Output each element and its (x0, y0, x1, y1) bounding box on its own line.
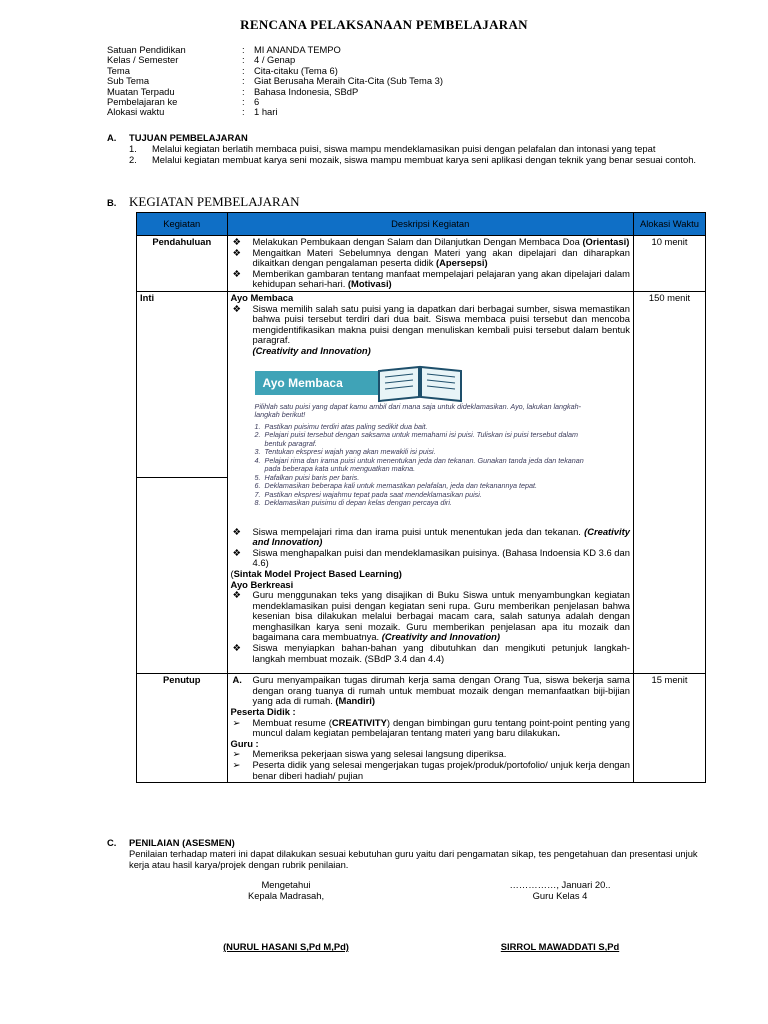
list-item-text: Membuat resume (CREATIVITY) dengan bimbingan guru tentang point-point penting yang muncul dalam kegiatan pembelajaran tentang materi yang baru dilakukan. (252, 716, 630, 739)
identity-value: MI ANANDA TEMPO (254, 44, 341, 55)
ayo-step-number: 1. (254, 421, 261, 431)
section-c-letter: C. (107, 837, 117, 848)
diamond-bullet-icon: ❖ (232, 246, 241, 258)
inti-name-divider (137, 477, 227, 478)
diamond-bullet-icon: ❖ (232, 589, 241, 601)
list-item (231, 675, 630, 707)
ayo-membaca-text (255, 403, 600, 508)
identity-label: Tema (107, 64, 130, 76)
objective-item (129, 144, 715, 155)
objective-number: 1. (129, 143, 137, 154)
ayo-membaca-heading: Ayo Membaca (230, 291, 294, 303)
item-tag: (Orientasi) (582, 236, 630, 247)
arrow-outline-bullet-icon: ➢ (232, 748, 241, 760)
identity-value: Bahasa Indonesia, SBdP (254, 85, 359, 97)
section-c-title: PENILAIAN (ASESMEN) (129, 837, 235, 848)
ayo-step-text: Deklamasikan beberapa kali untuk memastikan pelafalan, jeda dan tekanannya tepat. (264, 481, 538, 491)
item-text: Guru menggunakan teks yang disajikan di Buku Siswa untuk menyambungkan kegiatan mendeklamasikan puisi dengan kegiatan seni rupa. Guru memberikan penjelasan bahwa kesenian bisa dilakukan melalui berbagai macam cara, salah satunya adalah dengan menghasilkan karya seni mozaik. Guru memberikan penjelasan apa itu mozaik dan bagaimana cara membuatnya. (252, 589, 630, 643)
list-item (231, 548, 630, 569)
identity-label: Alokasi waktu (107, 106, 165, 118)
list-item (231, 304, 630, 357)
list-item (231, 248, 630, 269)
identity-colon: : (242, 44, 245, 55)
diamond-bullet-icon: ❖ (232, 236, 241, 247)
row-name-inti (137, 291, 228, 673)
section-b-letter: B. (107, 197, 117, 208)
table-row (137, 236, 706, 292)
ayo-step (255, 431, 600, 448)
list-item-text (253, 269, 630, 290)
signature-left (196, 880, 376, 901)
list-item (231, 269, 630, 290)
diamond-bullet-icon: ❖ (232, 546, 241, 558)
objective-number: 2. (129, 153, 137, 165)
sig-right-line1: ……………, Januari 20.. (509, 879, 611, 890)
ayo-step-number: 7. (254, 489, 261, 499)
ayo-berkreasi-heading: Ayo Berkreasi (230, 578, 294, 590)
table-row (137, 674, 706, 783)
sig-right-line2: Guru Kelas 4 (532, 889, 588, 901)
ayo-step-text: Deklamasikan puisimu di depan kelas dengan percaya diri. (264, 498, 452, 508)
ayo-step-text: Hafalkan puisi baris per baris. (264, 472, 360, 482)
item-text: Siswa mempelajari rima dan irama puisi untuk menentukan jeda dan tekanan. (252, 525, 581, 537)
row-time-inti: 150 menit (633, 291, 705, 673)
ayo-step-number: 4. (254, 455, 261, 465)
diamond-bullet-icon: ❖ (232, 302, 241, 314)
ayo-step-number: 3. (254, 447, 261, 457)
sig-left-name: (NURUL HASANI S,Pd M,Pd) (223, 941, 349, 952)
list-item (231, 527, 630, 548)
identity-label: Pembelajaran ke (107, 95, 178, 107)
ayo-step-text: Pelajari puisi tersebut dengan saksama untuk memahami isi puisi. Tuliskan isi puisi tersebut dalam bentuk paragraf. (264, 430, 579, 448)
penutup-marker: A. (232, 674, 242, 686)
list-item-text (253, 548, 630, 569)
arrow-bullet-icon: ➢ (232, 759, 241, 770)
list-item-text (253, 675, 630, 707)
item-text: Siswa menghapalkan puisi dan mendeklamasikan puisinya. (Bahasa Indoensia KD 3.6 dan 4.6) (252, 546, 630, 569)
sig-left-line1: Mengetahui (261, 879, 311, 890)
peserta-post: ) dengan bimbingan guru tentang point-point penting yang muncul dalam kegiatan pembelajaran tentang materi yang baru dilakukan (252, 716, 630, 739)
identity-value: Giat Berusaha Meraih Cita-Cita (Sub Tema 3) (254, 75, 443, 87)
item-tag: (Motivasi) (347, 278, 392, 290)
identity-colon: : (242, 54, 245, 66)
diamond-bullet-icon: ❖ (232, 525, 241, 537)
ayo-step-number: 8. (254, 498, 261, 508)
open-book-icon (375, 363, 465, 403)
identity-colon: : (242, 64, 245, 76)
identity-row (107, 107, 443, 117)
identity-label: Muatan Terpadu (107, 85, 175, 97)
section-a-heading (107, 133, 248, 144)
header-alokasi (633, 213, 705, 236)
list-item (231, 760, 630, 781)
peserta-heading: Peserta Didik : (230, 706, 296, 718)
diamond-bullet-icon: ❖ (232, 642, 241, 654)
peserta-pre: Membuat resume ( (252, 716, 332, 728)
row-name-pendahuluan: Pendahuluan (137, 236, 228, 292)
ayo-step-number: 6. (254, 481, 261, 491)
header-kegiatan: Kegiatan (137, 213, 228, 236)
item-tag: (Creativity and Innovation) (252, 525, 630, 548)
objective-item (129, 155, 715, 166)
item-text: Memberikan gambaran tentang manfaat mempelajari pelajaran yang akan dipelajari dalam kehidupan sehari-hari. (252, 267, 630, 290)
row-name-inti-label: Inti (140, 291, 155, 303)
sig-right-name: SIRROL MAWADDATI S,Pd (500, 941, 620, 952)
ayo-membaca-intro: Pilihlah satu puisi yang dapat kamu ambil dari mana saja untuk dideklamasikan. Ayo, lakukan langkah-langkah berikut! (254, 401, 582, 420)
sintak-line (231, 569, 630, 580)
ayo-step-text: Tentukan ekspresi wajah yang akan mewakili isi puisi. (264, 447, 436, 457)
textbook-image (255, 363, 630, 523)
identity-colon: : (242, 106, 245, 118)
list-item (231, 590, 630, 643)
berkreasi-list (231, 590, 630, 672)
identity-value: 1 hari (254, 106, 278, 118)
section-b-title: KEGIATAN PEMBELAJARAN (129, 194, 300, 209)
list-item-text (253, 590, 630, 643)
membaca-tag: (Creativity and Innovation) (252, 344, 371, 356)
objective-text: Melalui kegiatan membuat karya seni mozaik, siswa mampu membuat karya seni aplikasi dengan teknik yang benar sesuai contoh. (152, 153, 697, 165)
item-text: Siswa menyiapkan bahan-bahan yang dibutuhkan dan mengikuti petunjuk langkah-langkah membuat mozaik. (SBdP 3.4 dan 4.4) (252, 642, 630, 664)
identity-value: Cita-citaku (Tema 6) (254, 64, 338, 76)
identity-value: 6 (254, 95, 260, 107)
sig-left-line2: Kepala Madrasah, (247, 889, 325, 901)
section-a-list (129, 144, 715, 165)
identity-colon: : (242, 95, 245, 107)
item-text: Mengaitkan Materi Sebelumnya dengan Materi yang akan dipelajari dan diharapkan dikaitkan dengan pengalaman peserta didik (252, 246, 630, 269)
section-b-heading (107, 194, 300, 209)
identity-block (107, 45, 443, 118)
identity-label: Satuan Pendidikan (107, 44, 186, 55)
arrow-bullet-icon: ➢ (232, 716, 241, 728)
row-time-pendahuluan: 10 menit (633, 236, 705, 292)
ayo-step-text: Pastikan puisimu terdiri atas paling sedikit dua bait. (264, 421, 428, 431)
ayo-step (255, 457, 600, 474)
list-item (231, 718, 630, 739)
header-alokasi-label: Alokasi Waktu (639, 218, 699, 229)
table-header-row (137, 213, 706, 236)
ayo-step-text: Pelajari rima dan irama puisi untuk menentukan jeda dan tekanan. Gunakan tanda jeda dan tekanan pada beberapa kata untuk menguatkan makna. (264, 455, 584, 474)
sintak-text: Sintak Model Project Based Learning) (233, 567, 402, 579)
section-c-heading (107, 838, 235, 849)
ayo-step-number: 5. (254, 472, 261, 482)
ayo-step-number: 2. (254, 430, 261, 440)
identity-value: 4 / Genap (254, 54, 296, 66)
identity-row (107, 76, 443, 86)
row-desc-penutup (227, 674, 633, 783)
identity-colon: : (242, 85, 245, 97)
section-a-title: TUJUAN PEMBELAJARAN (129, 132, 248, 143)
item-tag: (Creativity and Innovation) (381, 631, 501, 643)
diamond-bullet-icon: ❖ (232, 267, 241, 279)
peserta-bold: CREATIVITY (331, 716, 387, 728)
penutup-a-text: Guru menyampaikan tugas dirumah kerja sama dengan Orang Tua, siswa bekerja sama dengan orang tuanya di rumah untuk membuat mozaik dengan memanfaatkan biji-bijian yang ada di rumah. (252, 674, 630, 707)
row-desc-inti (227, 291, 633, 673)
table-row (137, 291, 706, 673)
penutup-a-tag: (Mandiri) (335, 695, 375, 707)
item-tag: (Apersepsi) (436, 257, 488, 269)
section-c-text: Penilaian terhadap materi ini dapat dilakukan sesuai kebutuhan guru yaitu dari pengamatan sikap, tes pengetahuan dan presentasi unjuk kerja atau hasil karya/projek dengan rubrik penilaian. (129, 848, 698, 870)
document-title: RENCANA PELAKSANAAN PEMBELAJARAN (240, 17, 528, 32)
membaca-text: Siswa memilih salah satu puisi yang ia dapatkan dari berbagai sumber, siswa memastikan bahwa puisi tersebut terdiri dari dua bait. Siswa membaca puisi tersebut dan mencoba mengidentifikasikan makna puisi dengan menuliskan kembali puisi tersebut dalam bentuk paragraf. (252, 302, 630, 346)
sintak-paren: ( (230, 567, 234, 579)
row-desc-pendahuluan (227, 236, 633, 292)
list-item (231, 643, 630, 664)
identity-label: Sub Tema (107, 75, 150, 87)
row-name-penutup: Penutup (137, 674, 228, 783)
identity-colon: : (242, 75, 245, 87)
ayo-membaca-banner: Ayo Membaca (255, 371, 400, 395)
row-time-penutup: 15 menit (633, 674, 705, 783)
objective-text: Melalui kegiatan berlatih membaca puisi, siswa mampu mendeklamasikan puisi dengan pelafalan dan intonasi yang tepat (152, 143, 656, 154)
ayo-step-text: Pastikan ekspresi wajahmu tepat pada saat mendeklamasikan puisi. (264, 489, 482, 499)
ayo-membaca-steps (255, 423, 600, 508)
item-text: Melakukan Pembukaan dengan Salam dan Dilanjutkan Dengan Membaca Doa (252, 236, 580, 247)
list-item-text (253, 527, 630, 548)
list-item-text (253, 248, 630, 269)
activities-table (136, 212, 706, 783)
inti-after-list (231, 527, 630, 569)
ayo-step (255, 499, 600, 508)
section-a-letter: A. (107, 132, 117, 143)
header-deskripsi: Deskripsi Kegiatan (227, 213, 633, 236)
list-item-text (253, 304, 630, 357)
list-item-text: Memeriksa pekerjaan siswa yang selesai langsung diperiksa. (252, 748, 507, 760)
list-item-text: Peserta didik yang selesai mengerjakan tugas projek/produk/portofolio/ unjuk kerja dengan benar diberi hadiah/ pujian (252, 759, 630, 781)
guru-heading: Guru : (230, 737, 259, 749)
identity-label: Kelas / Semester (107, 54, 179, 66)
list-item-text (253, 643, 630, 664)
signature-right (470, 880, 650, 901)
